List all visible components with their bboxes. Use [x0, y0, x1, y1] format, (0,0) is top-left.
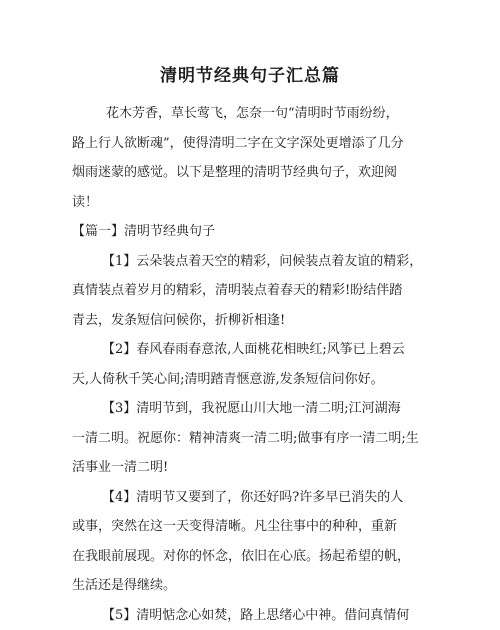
quote-line: 青去，发条短信问候你，折柳祈相逢!: [72, 306, 444, 336]
intro-line: 路上行人欲断魂”，使得清明二字在文字深处更增添了几分: [72, 129, 444, 159]
quote-line: 天,人倚秋千笑心间;清明踏青惬意游,发条短信问你好。: [72, 365, 444, 395]
quote-item-3: [72, 394, 444, 483]
quote-line: 活事业一清二明!: [72, 453, 444, 483]
intro-line: 花木芳香，草长莺飞，怎奈一句“清明时节雨纷纷，: [72, 99, 444, 129]
quote-line: 真情装点着岁月的精彩，清明装点着春天的精彩!盼结伴踏: [72, 276, 444, 306]
intro-paragraph: [72, 99, 444, 217]
quote-line: 一清二明。祝愿你：精神清爽一清二明;做事有序一清二明;生: [72, 424, 444, 454]
quote-line: 【1】云朵装点着天空的精彩，问候装点着友谊的精彩，: [72, 247, 444, 277]
quote-item-2: [72, 335, 444, 394]
document-title: 清明节经典句子汇总篇: [0, 64, 500, 88]
quote-line: 【4】清明节又要到了，你还好吗?许多早已消失的人: [72, 483, 444, 513]
quote-line: 【5】清明惦念心如焚，路上思绪心中神。借问真情何: [72, 601, 444, 630]
quote-line: 【3】清明节到，我祝愿山川大地一清二明;江河湖海: [72, 394, 444, 424]
quote-line: 或事，突然在这一天变得清晰。凡尘往事中的种种，重新: [72, 512, 444, 542]
quote-line: 在我眼前展现。对你的怀念，依旧在心底。扬起希望的帆，: [72, 542, 444, 572]
section-heading: [72, 217, 444, 247]
intro-line: 烟雨迷蒙的感觉。以下是整理的清明节经典句子，欢迎阅: [72, 158, 444, 188]
section-heading-text: 【篇一】清明节经典句子: [72, 217, 444, 247]
document-body: [72, 99, 444, 630]
intro-line: 读！: [72, 188, 444, 218]
quote-item-5: [72, 601, 444, 630]
quote-line: 【2】春风春雨春意浓,人面桃花相映红;风筝已上碧云: [72, 335, 444, 365]
quote-item-1: [72, 247, 444, 336]
quote-line: 生活还是得继续。: [72, 571, 444, 601]
quote-item-4: [72, 483, 444, 601]
